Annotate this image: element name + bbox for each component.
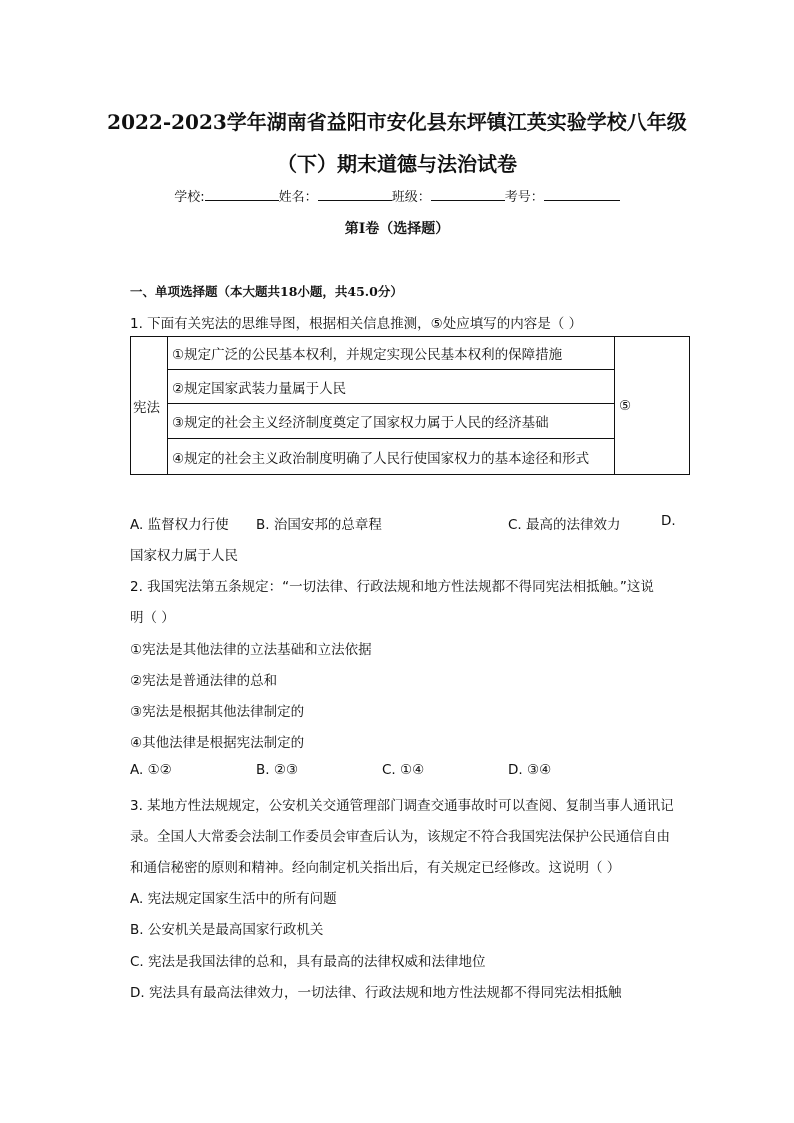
- exam-no-label: 考号：: [504, 190, 544, 205]
- school-label: 学校:: [174, 190, 205, 205]
- class-blank[interactable]: [431, 186, 505, 201]
- q1-option-c[interactable]: C. 最高的法律效力: [508, 517, 621, 533]
- name-blank[interactable]: [318, 186, 392, 201]
- student-info-line: [0, 186, 794, 205]
- school-blank[interactable]: [205, 186, 279, 201]
- q2-statement: ③宪法是根据其他法律制定的: [130, 704, 305, 720]
- mind-map-answer-cell: ⑤: [615, 337, 690, 475]
- q1-option-d[interactable]: D.: [661, 513, 676, 529]
- q2-option-a[interactable]: A. ①②: [130, 762, 172, 778]
- mind-map-item: ④规定的社会主义政治制度明确了人民行使国家权力的基本途径和形式: [168, 439, 615, 475]
- q2-option-d[interactable]: D. ③④: [508, 762, 552, 778]
- q1-option-a[interactable]: A. 监督权力行使: [130, 517, 229, 533]
- q3-stem-line3: 和通信秘密的原则和精神。经向制定机关指出后，有关规定已经修改。这说明（ ）: [130, 860, 621, 876]
- exam-title-line1: 2022-2023学年湖南省益阳市安化县东坪镇江英实验学校八年级: [107, 110, 687, 134]
- mind-map-root-label: 宪法: [131, 337, 168, 475]
- q2-statement: ②宪法是普通法律的总和: [130, 673, 278, 689]
- q2-statement: ①宪法是其他法律的立法基础和立法依据: [130, 642, 372, 658]
- name-label: 姓名：: [278, 190, 318, 205]
- q2-option-c[interactable]: C. ①④: [382, 762, 425, 778]
- q1-option-b[interactable]: B. 治国安邦的总章程: [256, 517, 382, 533]
- class-label: 班级：: [391, 190, 431, 205]
- q2-stem-line1: 2. 我国宪法第五条规定：“一切法律、行政法规和地方性法规都不得同宪法相抵触。”这说: [130, 579, 654, 595]
- q2-statement: ④其他法律是根据宪法制定的: [130, 735, 305, 751]
- section-title: 一、单项选择题（本大题共18小题，共45.0分）: [130, 284, 403, 299]
- mind-map-item: ①规定广泛的公民基本权利，并规定实现公民基本权利的保障措施: [168, 337, 615, 370]
- volume-title: 第I卷（选择题）: [344, 221, 450, 237]
- q3-option-c[interactable]: C. 宪法是我国法律的总和，具有最高的法律权威和法律地位: [130, 954, 486, 970]
- q1-mind-map-table: [130, 336, 690, 475]
- q1-option-d-continued: 国家权力属于人民: [130, 548, 238, 564]
- exam-no-blank[interactable]: [544, 186, 620, 201]
- q2-stem-line2: 明（ ）: [130, 610, 175, 626]
- q3-option-a[interactable]: A. 宪法规定国家生活中的所有问题: [130, 891, 337, 907]
- q3-option-d[interactable]: D. 宪法具有最高法律效力，一切法律、行政法规和地方性法规都不得同宪法相抵触: [130, 985, 622, 1001]
- q3-stem-line2: 录。全国人大常委会法制工作委员会审查后认为，该规定不符合我国宪法保护公民通信自由: [130, 829, 670, 845]
- mind-map-item: ②规定国家武装力量属于人民: [168, 369, 615, 404]
- q3-option-b[interactable]: B. 公安机关是最高国家行政机关: [130, 922, 324, 938]
- q3-stem-line1: 3. 某地方性法规规定，公安机关交通管理部门调查交通事故时可以查阅、复制当事人通讯记: [130, 798, 674, 814]
- mind-map-item: ③规定的社会主义经济制度奠定了国家权力属于人民的经济基础: [168, 404, 615, 439]
- q2-option-b[interactable]: B. ②③: [256, 762, 299, 778]
- q1-stem: 1. 下面有关宪法的思维导图，根据相关信息推测，⑤处应填写的内容是（ ）: [130, 316, 583, 332]
- exam-title-line2: （下）期末道德与法治试卷: [277, 152, 517, 176]
